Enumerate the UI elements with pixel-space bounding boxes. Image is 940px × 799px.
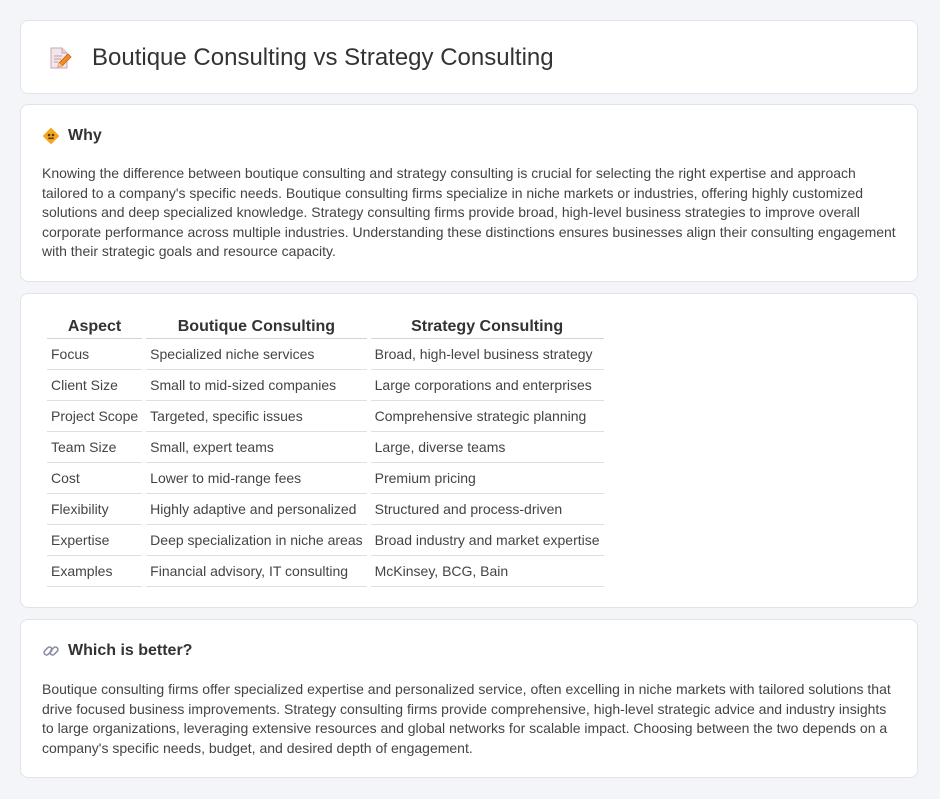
table-cell: Small, expert teams [146, 432, 366, 463]
table-cell: Focus [47, 339, 142, 370]
comparison-table [43, 314, 608, 587]
title-card [20, 20, 918, 94]
table-cell: Broad industry and market expertise [371, 525, 604, 556]
table-cell: Deep specialization in niche areas [146, 525, 366, 556]
table-cell: Client Size [47, 370, 142, 401]
table-row [47, 494, 604, 525]
why-text: Knowing the difference between boutique consulting and strategy consulting is crucial for selecting the right expertise and approach tailored to a company's specific needs. Boutique consulting firms specialize in niche markets or industries, offering highly customized solutions and deep specialized knowledge. Strategy consulting firms provide broad, high-level business strategies to improve overall corporate performance across multiple industries. Understanding these distinctions ensures businesses align their consulting engagement with their strategic goals and resource capacity. [42, 165, 896, 260]
table-row [47, 401, 604, 432]
table-cell: Lower to mid-range fees [146, 463, 366, 494]
comparison-card [20, 293, 918, 608]
page-title: Boutique Consulting vs Strategy Consulting [92, 44, 554, 71]
table-row [47, 463, 604, 494]
better-text: Boutique consulting firms offer specialized expertise and personalized service, often excelling in niche markets with tailored solutions that drive focused business improvements. Strategy consulting firms provide comprehensive, high-level strategic advice and industry insights to large organizations, leveraging extensive resources and global networks for scalable impact. Choosing between the two depends on a company's specific needs, budget, and desired depth of engagement. [42, 681, 891, 756]
table-cell: Targeted, specific issues [146, 401, 366, 432]
why-section [20, 104, 918, 282]
table-cell: Expertise [47, 525, 142, 556]
column-header-strategy: Strategy Consulting [371, 314, 604, 339]
table-cell: Premium pricing [371, 463, 604, 494]
table-row [47, 432, 604, 463]
table-header-row [47, 314, 604, 339]
why-heading-row [42, 125, 102, 147]
column-header-aspect: Aspect [47, 314, 142, 339]
table-row [47, 525, 604, 556]
table-cell: Team Size [47, 432, 142, 463]
better-heading-row [42, 640, 192, 662]
table-cell: Financial advisory, IT consulting [146, 556, 366, 587]
column-header-boutique: Boutique Consulting [146, 314, 366, 339]
why-heading: Why [68, 127, 102, 144]
better-heading: Which is better? [68, 642, 193, 659]
table-cell: Comprehensive strategic planning [371, 401, 604, 432]
which-is-better-section [20, 619, 918, 778]
table-cell: McKinsey, BCG, Bain [371, 556, 604, 587]
table-cell: Structured and process-driven [371, 494, 604, 525]
table-row [47, 370, 604, 401]
table-cell: Examples [47, 556, 142, 587]
table-row [47, 556, 604, 587]
table-cell: Large, diverse teams [371, 432, 604, 463]
document-pencil-icon [47, 45, 73, 71]
table-cell: Highly adaptive and personalized [146, 494, 366, 525]
table-cell: Project Scope [47, 401, 142, 432]
table-cell: Cost [47, 463, 142, 494]
table-cell: Specialized niche services [146, 339, 366, 370]
link-icon [42, 642, 60, 660]
table-cell: Flexibility [47, 494, 142, 525]
table-cell: Broad, high-level business strategy [371, 339, 604, 370]
table-cell: Small to mid-sized companies [146, 370, 366, 401]
diamond-warning-icon [42, 127, 60, 145]
table-row [47, 339, 604, 370]
table-cell: Large corporations and enterprises [371, 370, 604, 401]
